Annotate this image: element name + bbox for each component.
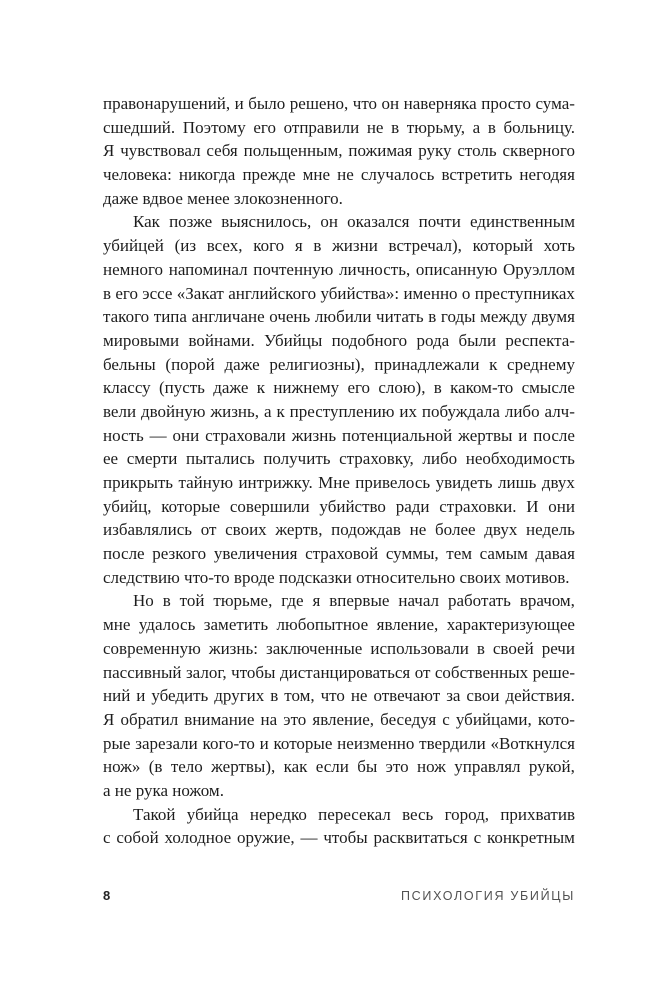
text-line: рые зарезали кого-то и которые неизменно твердили «Воткнулся [103, 733, 575, 753]
text-line: классу (пусть даже к нижнему его слою), в каком-то смысле [103, 378, 575, 398]
text-line: убийцей (из всех, кого я в жизни встречал), который хоть [103, 236, 575, 256]
text-line: Но в той тюрьме, где я впервые начал работать врачом, [133, 591, 575, 611]
page-footer [103, 888, 575, 903]
text-line: а не рука ножом. [103, 780, 224, 800]
paragraph [103, 803, 575, 850]
text-line: Такой убийца нередко пересекал весь город, прихватив [133, 804, 575, 824]
text-line: такого типа англичане очень любили читать в годы между двумя [103, 307, 575, 327]
text-line: в его эссе «Закат английского убийства»: именно о преступниках [103, 283, 575, 303]
text-line: избавлялись от своих жертв, подождав не более двух недель [103, 520, 575, 540]
text-line: нож» (в тело жертвы), как если бы это нож управлял рукой, [103, 757, 575, 777]
text-line: ее смерти пытались получить страховку, либо необходимость [103, 449, 575, 469]
text-line: с собой холодное оружие, — чтобы расквитаться с конкретным [103, 828, 575, 848]
text-line: вели двойную жизнь, а к преступлению их побуждала либо алч- [103, 401, 575, 421]
text-line: сшедший. Поэтому его отправили не в тюрьму, а в больницу. [103, 117, 575, 137]
text-line: Как позже выяснилось, он оказался почти единственным [133, 212, 575, 232]
paragraph [103, 92, 575, 210]
text-line: пассивный залог, чтобы дистанцироваться от собственных реше- [103, 662, 575, 682]
page-number: 8 [103, 888, 111, 903]
text-line: немного напоминал почтенную личность, описанную Оруэллом [103, 259, 575, 279]
text-line: мне удалось заметить любопытное явление, характеризующее [103, 615, 575, 635]
paragraph [103, 210, 575, 589]
text-line: ность — они страховали жизнь потенциальной жертвы и после [103, 425, 575, 445]
text-line: следствию что-то вроде подсказки относительно своих мотивов. [103, 567, 570, 587]
text-line: убийц, которые совершили убийство ради страховки. И они [103, 496, 575, 516]
text-line: после резкого увеличения страховой суммы, тем самым давая [103, 544, 575, 564]
running-title: ПСИХОЛОГИЯ УБИЙЦЫ [400, 889, 575, 903]
text-line: правонарушений, и было решено, что он наверняка просто сума- [103, 94, 575, 113]
text-line: бельны (порой даже религиозны), принадлежали к среднему [103, 354, 575, 374]
text-line: ний и убедить других в том, что не отвечают за свои действия. [103, 686, 575, 706]
text-line: Я чувствовал себя польщенным, пожимая руку столь скверного [103, 141, 575, 161]
text-line: современную жизнь: заключенные использовали в своей речи [103, 638, 575, 658]
text-line: прикрыть тайную интрижку. Мне привелось увидеть лишь двух [103, 473, 575, 492]
text-line: даже вдвое менее злокозненного. [103, 188, 343, 208]
paragraph [103, 589, 575, 802]
text-line: человека: никогда прежде мне не случалось встретить негодяя [103, 165, 575, 185]
text-line: мировыми войнами. Убийцы подобного рода были респекта- [103, 330, 575, 350]
text-line: Я обратил внимание на это явление, беседуя с убийцами, кото- [103, 709, 575, 729]
body-text [103, 92, 575, 850]
